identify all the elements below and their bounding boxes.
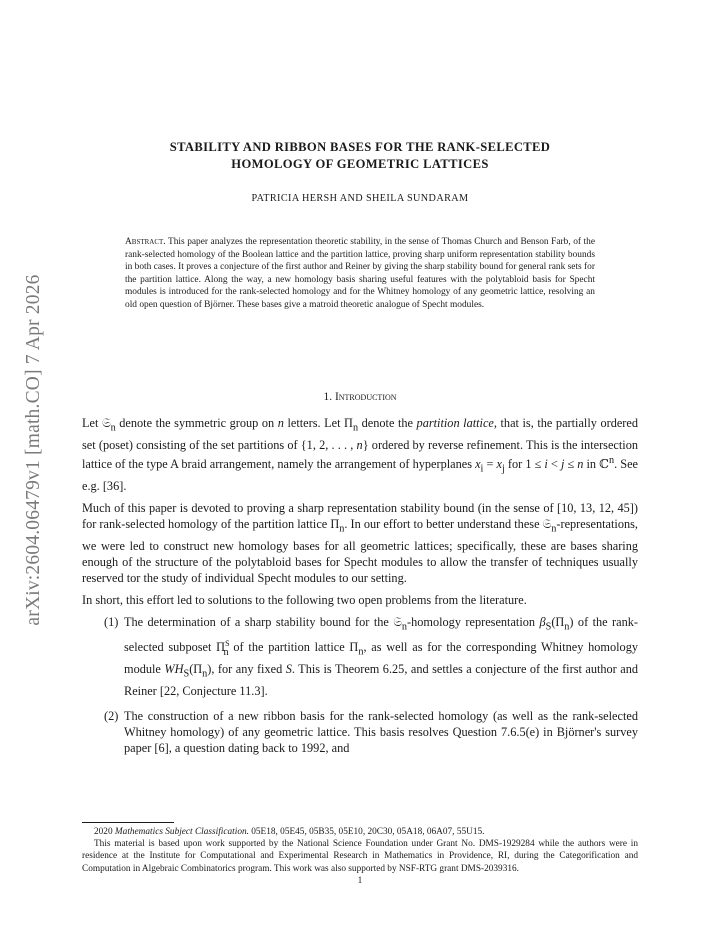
footnotes	[82, 826, 638, 875]
title-line-2: HOMOLOGY OF GEOMETRIC LATTICES	[231, 156, 489, 171]
footnote-divider	[82, 822, 174, 823]
abstract	[125, 236, 595, 311]
section-title: Introduction	[334, 391, 397, 403]
paper-title	[82, 139, 638, 172]
body-text	[82, 415, 638, 765]
footnote-msc: 2020 Mathematics Subject Classification. 05E18, 05E45, 05B35, 05E10, 20C30, 05A18, 06A07, 55U15.	[94, 827, 485, 837]
arxiv-identifier	[20, 250, 48, 650]
section-number: 1.	[323, 391, 333, 403]
paragraph-2: Much of this paper is devoted to proving a sharp representation stability bound (in the sense of [10, 13, 12, 45]) for rank-selected homology of the partition lattice $\Pi_n$. In our effort to better understand these 𝔖$_n$-representations, we were led to construct new homology bases for all geometric lattices; specifically, these are bases sharing enough of the structure of the polytabloid bases for Specht modules to allow the transfer of techniques usually reserved tor the study of individual Specht modules to our setting.	[82, 500, 638, 586]
list-item-text: The construction of a new ribbon basis for the rank-selected homology (as well as the rank-selected Whitney homology) of any geometric lattice. This basis resolves Question 7.6.5(e) in Björner's survey paper [6], a question dating back to 1992, and	[124, 708, 638, 756]
abstract-text: This paper analyzes the representation theoretic stability, in the sense of Thomas Church and Benson Farb, of the rank-selected homology of the Boolean lattice and the partition lattice, proving sharp uniform representation stability bounds in both cases. It proves a conjecture of the first author and Reiner by giving the sharp stability bound for general rank sets for the partition lattice. Along the way, a new homology basis sharing useful features with the polytabloid basis for Specht modules is introduced for the rank-selected homology and for the Whitney homology of any geometric lattice, resolving an old open question of Björner. These bases give a matroid theoretic analogue of Specht modules.	[125, 237, 595, 310]
paper-authors: PATRICIA HERSH AND SHEILA SUNDARAM	[251, 193, 469, 204]
list-item-number: (1)	[104, 615, 119, 630]
list-item-1: (1) The determination of a sharp stability bound for the 𝔖$_n$-homology representation $\beta_S(\Pi_n)$ of the rank-selected subposet $\Pi^S_n$ of the partition lattice $\Pi_n$, as well as for the corresponding Whitney homology module $WH_S(\Pi_n)$, for any fixed S. This is Theorem 6.25, and settles a conjecture of the first author and Reiner [22, Conjecture 11.3].	[104, 615, 639, 698]
title-line-1: STABILITY AND RIBBON BASES FOR THE RANK-SELECTED	[169, 140, 551, 154]
paragraph-3: In short, this effort led to solutions to the following two open problems from the literature.	[82, 593, 527, 608]
paragraph-1: Let 𝔖$_n$ denote the symmetric group on n letters. Let $\Pi_n$ denote the partition lattice, that is, the partially ordered set (poset) consisting of the set partitions of {1, 2, . . . , n} ordered by reverse refinement. This is the intersection lattice of the type A braid arrangement, namely the arrangement of hyperplanes $x_i = x_j$ for 1 ≤ i < j ≤ n in ℂ$^n$. See e.g. [36].	[82, 416, 639, 493]
list-item-number: (2)	[104, 708, 119, 723]
arxiv-identifier-text: arXiv:2604.06479v1 [math.CO] 7 Apr 2026	[23, 274, 44, 626]
list-item-2	[82, 708, 638, 757]
section-heading	[82, 391, 638, 403]
footnote-support: This material is based upon work supported by the National Science Foundation under Grant No. DMS-1929284 while the authors were in residence at the Institute for Computational and Experimental Research in Mathematics in Providence, RI, during the Categorification and Computation in Algebraic Combinatorics program. This work was also supported by NSF-RTG grant DMS-2039316.	[82, 839, 638, 874]
abstract-label: Abstract.	[125, 237, 166, 247]
page-number: 1	[357, 876, 363, 886]
